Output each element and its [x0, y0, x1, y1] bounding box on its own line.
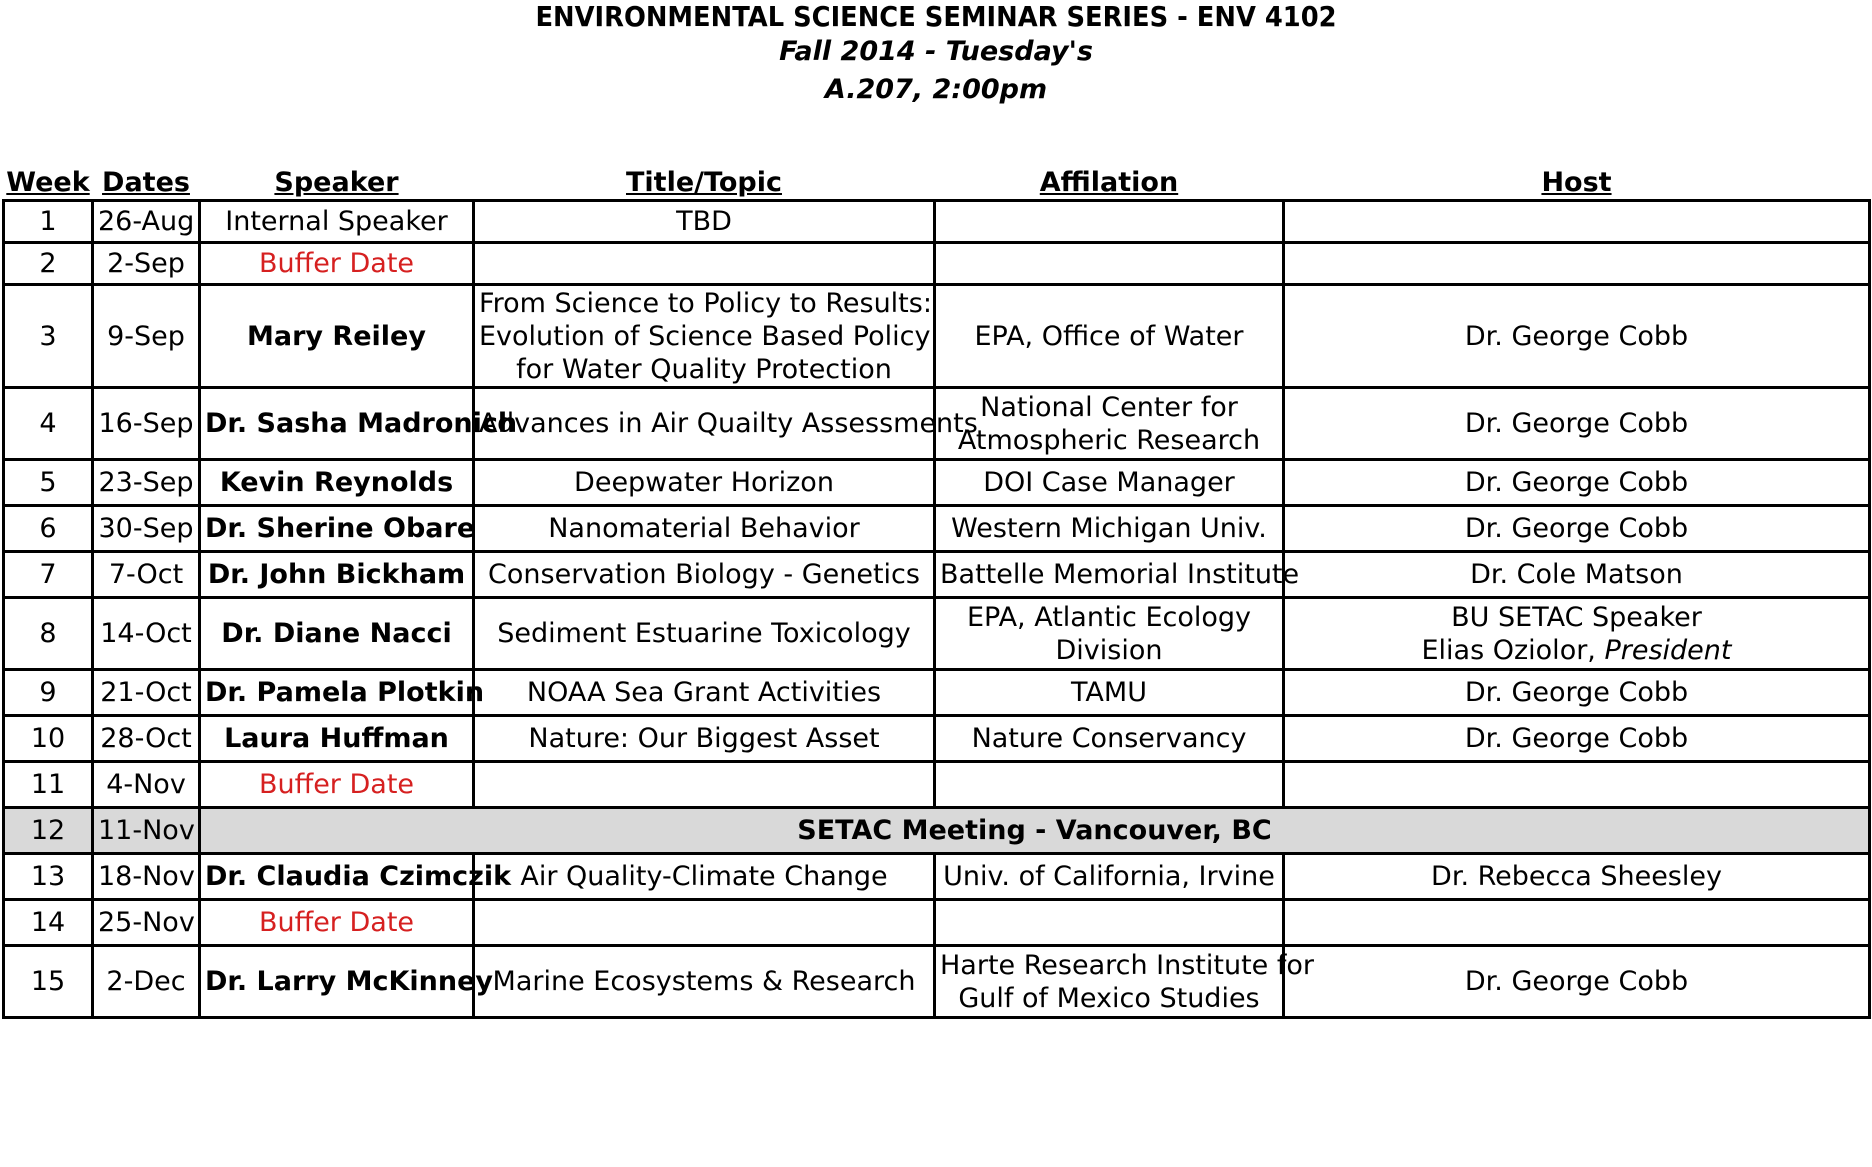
host-line: [1289, 634, 1864, 667]
affiliation-line: Gulf of Mexico Studies: [958, 982, 1260, 1014]
title-cell: Deepwater Horizon: [474, 460, 935, 506]
title-line: From Science to Policy to Results:: [479, 287, 932, 319]
table-row: [4, 900, 1870, 946]
affiliation-cell: Univ. of California, Irvine: [935, 854, 1284, 900]
table-row: [4, 460, 1870, 506]
date-cell: 4-Nov: [93, 762, 200, 808]
speaker-cell: Dr. Sherine Obare: [200, 506, 474, 552]
title-cell: Sediment Estuarine Toxicology: [474, 598, 935, 670]
title-cell: Marine Ecosystems & Research: [474, 946, 935, 1018]
title-cell: Nanomaterial Behavior: [474, 506, 935, 552]
week-cell: 1: [4, 201, 93, 243]
week-cell: 11: [4, 762, 93, 808]
host-role: President: [1604, 634, 1732, 666]
table-row: [4, 716, 1870, 762]
date-cell: 25-Nov: [93, 900, 200, 946]
title-cell: NOAA Sea Grant Activities: [474, 670, 935, 716]
col-header-host: Host: [1284, 162, 1870, 201]
title-cell: [474, 762, 935, 808]
term-subtitle: Fall 2014 - Tuesday's: [779, 36, 1093, 67]
date-cell: 14-Oct: [93, 598, 200, 670]
affiliation-line: National Center for: [980, 391, 1238, 423]
affiliation-cell: TAMU: [935, 670, 1284, 716]
week-cell: 3: [4, 285, 93, 388]
affiliation-cell: [935, 900, 1284, 946]
affiliation-cell: Western Michigan Univ.: [935, 506, 1284, 552]
affiliation-cell: [935, 946, 1314, 1018]
location-subtitle: A.207, 2:00pm: [824, 74, 1048, 105]
host-cell: Dr. George Cobb: [1284, 506, 1870, 552]
title-line: for Water Quality Protection: [516, 353, 892, 385]
title-cell: TBD: [474, 201, 935, 243]
title-cell: Air Quality-Climate Change: [474, 854, 935, 900]
host-cell: Dr. George Cobb: [1284, 388, 1870, 460]
speaker-cell: Dr. Sasha Madronich: [200, 388, 474, 460]
host-cell: Dr. George Cobb: [1284, 716, 1870, 762]
table-row: [4, 285, 1870, 388]
affiliation-cell: Battelle Memorial Institute: [935, 552, 1284, 598]
week-cell: 2: [4, 243, 93, 285]
title-cell: Advances in Air Quailty Assessments: [474, 388, 935, 460]
date-cell: 18-Nov: [93, 854, 200, 900]
date-cell: 9-Sep: [93, 285, 200, 388]
affiliation-cell: [935, 243, 1284, 285]
host-cell: [1284, 762, 1870, 808]
affiliation-cell: Nature Conservancy: [935, 716, 1284, 762]
speaker-cell: Dr. Claudia Czimczik: [200, 854, 474, 900]
table-row: [4, 670, 1870, 716]
affiliation-cell: [935, 388, 1284, 460]
host-cell: Dr. George Cobb: [1284, 460, 1870, 506]
table-row: [4, 946, 1870, 1018]
host-cell: [1284, 201, 1870, 243]
host-cell: Dr. George Cobb: [1284, 670, 1870, 716]
title-line: Evolution of Science Based Policy: [479, 320, 931, 352]
page-title: ENVIRONMENTAL SCIENCE SEMINAR SERIES - ENV 4102: [535, 0, 1337, 33]
speaker-cell: Internal Speaker: [200, 201, 474, 243]
table-row: [4, 552, 1870, 598]
date-cell: 16-Sep: [93, 388, 200, 460]
table-row: [4, 201, 1870, 243]
week-cell: 8: [4, 598, 93, 670]
date-cell: 30-Sep: [93, 506, 200, 552]
week-cell: 9: [4, 670, 93, 716]
date-cell: 23-Sep: [93, 460, 200, 506]
affiliation-line: Atmospheric Research: [957, 424, 1261, 456]
table-row: [4, 598, 1870, 670]
week-cell: 6: [4, 506, 93, 552]
host-cell: Dr. George Cobb: [1284, 946, 1870, 1018]
host-cell: [1284, 900, 1870, 946]
speaker-cell: Dr. Larry McKinney: [200, 946, 474, 1018]
affiliation-cell: DOI Case Manager: [935, 460, 1284, 506]
host-cell: Dr. Cole Matson: [1284, 552, 1870, 598]
date-cell: 21-Oct: [93, 670, 200, 716]
affiliation-line: EPA, Atlantic Ecology: [966, 601, 1252, 633]
host-cell: Dr. Rebecca Sheesley: [1284, 854, 1870, 900]
speaker-cell: Dr. Pamela Plotkin: [200, 670, 474, 716]
seminar-schedule-table: [2, 162, 1871, 1019]
week-cell: 12: [4, 808, 93, 854]
affiliation-cell: [935, 201, 1284, 243]
affiliation-cell: EPA, Office of Water: [935, 285, 1284, 388]
table-row: [4, 854, 1870, 900]
date-cell: 7-Oct: [93, 552, 200, 598]
col-header-affiliation: Affilation: [935, 162, 1284, 201]
col-header-dates: Dates: [93, 162, 200, 201]
col-header-title: Title/Topic: [474, 162, 935, 201]
week-cell: 4: [4, 388, 93, 460]
affiliation-line: Harte Research Institute for: [940, 949, 1314, 981]
week-cell: 14: [4, 900, 93, 946]
date-cell: 2-Sep: [93, 243, 200, 285]
table-row: [4, 243, 1870, 285]
date-cell: 28-Oct: [93, 716, 200, 762]
buffer-date-cell: Buffer Date: [200, 243, 474, 285]
title-cell: [474, 243, 935, 285]
speaker-cell: Laura Huffman: [200, 716, 474, 762]
meeting-event-cell: SETAC Meeting - Vancouver, BC: [200, 808, 1870, 854]
buffer-date-cell: Buffer Date: [200, 762, 474, 808]
affiliation-cell: [935, 598, 1284, 670]
table-row: [4, 506, 1870, 552]
title-cell: Conservation Biology - Genetics: [474, 552, 935, 598]
affiliation-line: Division: [1055, 634, 1163, 666]
speaker-cell: Dr. John Bickham: [200, 552, 474, 598]
affiliation-cell: [935, 762, 1284, 808]
table-row: [4, 388, 1870, 460]
table-row: [4, 762, 1870, 808]
title-cell: [474, 285, 935, 388]
host-cell: Dr. George Cobb: [1284, 285, 1870, 388]
speaker-cell: Dr. Diane Nacci: [200, 598, 474, 670]
speaker-cell: Kevin Reynolds: [200, 460, 474, 506]
col-header-speaker: Speaker: [200, 162, 474, 201]
header-row: [4, 162, 1870, 201]
week-cell: 7: [4, 552, 93, 598]
speaker-cell: Mary Reiley: [200, 285, 474, 388]
date-cell: 2-Dec: [93, 946, 200, 1018]
week-cell: 15: [4, 946, 93, 1018]
week-cell: 10: [4, 716, 93, 762]
meeting-row: [4, 808, 1870, 854]
host-cell: [1284, 598, 1870, 670]
buffer-date-cell: Buffer Date: [200, 900, 474, 946]
host-line: BU SETAC Speaker: [1451, 601, 1702, 633]
date-cell: 11-Nov: [93, 808, 200, 854]
week-cell: 13: [4, 854, 93, 900]
col-header-week: Week: [4, 162, 93, 201]
week-cell: 5: [4, 460, 93, 506]
date-cell: 26-Aug: [93, 201, 200, 243]
title-cell: Nature: Our Biggest Asset: [474, 716, 935, 762]
title-cell: [474, 900, 935, 946]
host-name: Elias Oziolor,: [1421, 634, 1596, 666]
host-cell: [1284, 243, 1870, 285]
